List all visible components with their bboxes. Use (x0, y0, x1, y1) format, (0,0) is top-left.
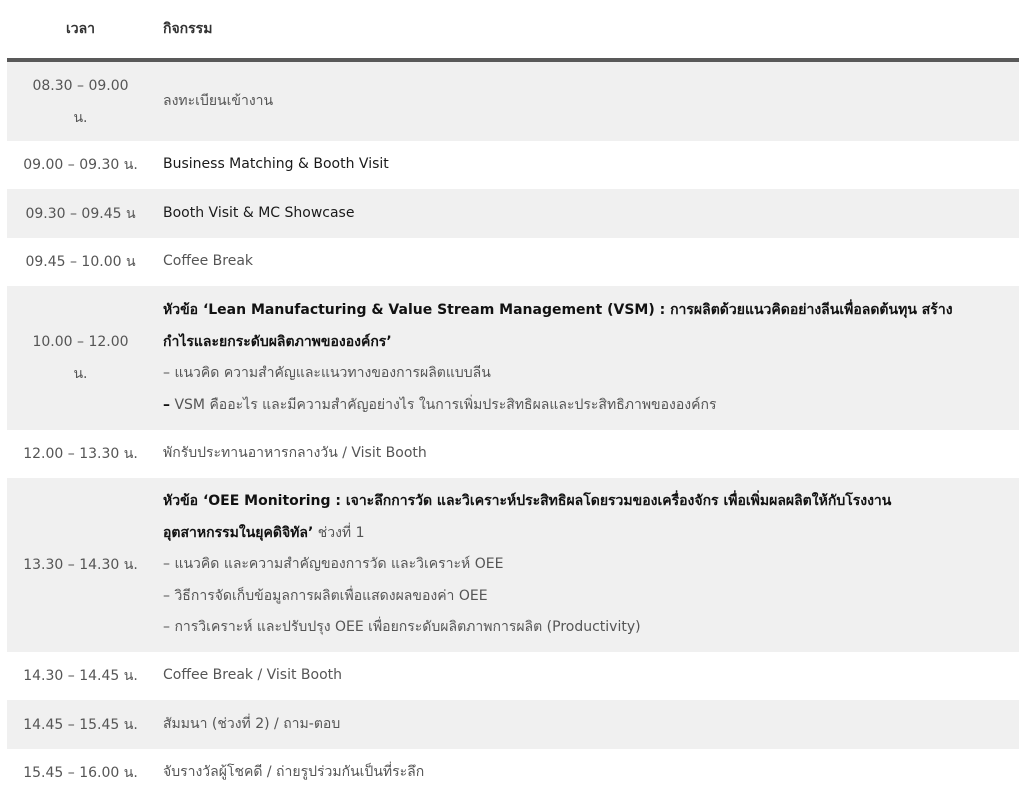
table-header-row (7, 0, 1019, 60)
time-cell: 14.30 – 14.45 น. (7, 652, 154, 700)
session-title-line-1: หัวข้อ ‘Lean Manufacturing & Value Stream Management (VSM) : การผลิตด้วยแนวคิดอย่างลีนเพื่อลดต้นทุน สร้าง (163, 302, 953, 318)
time-line-1: 10.00 – 12.00 (32, 334, 129, 350)
session-title-line-2: กำไรและยกระดับผลิตภาพขององค์กร’ (163, 333, 392, 350)
time-cell: 09.30 – 09.45 น (7, 189, 154, 238)
time-line-2: น. (73, 109, 88, 126)
activity-cell: พักรับประทานอาหารกลางวัน / Visit Booth (154, 430, 1019, 478)
time-cell: 15.45 – 16.00 น. (7, 749, 154, 797)
table-row (7, 141, 1019, 189)
activity-cell: Coffee Break (154, 238, 1019, 286)
time-cell (7, 60, 154, 141)
table-row (7, 189, 1019, 238)
activity-cell: ลงทะเบียนเข้างาน (154, 60, 1019, 141)
session-bullet: – วิธีการจัดเก็บข้อมูลการผลิตเพื่อแสดงผลของค่า OEE (163, 587, 488, 604)
column-header-activity: กิจกรรม (154, 0, 1019, 60)
activity-cell: Coffee Break / Visit Booth (154, 652, 1019, 700)
time-cell: 12.00 – 13.30 น. (7, 430, 154, 478)
table-row (7, 238, 1019, 286)
bullet-dash: – (163, 396, 170, 413)
table-row (7, 430, 1019, 478)
session-bullet: – แนวคิด ความสำคัญและแนวทางของการผลิตแบบลีน (163, 365, 491, 381)
agenda-table (7, 0, 1019, 797)
session-bullet: – การวิเคราะห์ และปรับปรุง OEE เพื่อยกระดับผลิตภาพการผลิต (Productivity) (163, 619, 641, 636)
time-cell: 13.30 – 14.30 น. (7, 478, 154, 652)
time-cell: 09.45 – 10.00 น (7, 238, 154, 286)
time-cell: 14.45 – 15.45 น. (7, 700, 154, 749)
session-bullet (163, 390, 1019, 422)
bullet-text: VSM คืออะไร และมีความสำคัญอย่างไร ในการเพิ่มประสิทธิผลและประสิทธิภาพขององค์กร (174, 396, 717, 413)
table-row (7, 749, 1019, 797)
session-title-line-1: หัวข้อ ‘OEE Monitoring : เจาะลึกการวัด และวิเคราะห์ประสิทธิผลโดยรวมของเครื่องจักร เพื่อเพิ่มผลผลิตให้กับโรงงาน (163, 493, 892, 510)
session-title-line-2-wrap (163, 518, 1019, 550)
column-header-time: เวลา (7, 0, 154, 60)
table-row (7, 286, 1019, 430)
activity-cell (154, 286, 1019, 430)
session-part-label: ช่วงที่ 1 (313, 524, 365, 541)
activity-cell: Booth Visit & MC Showcase (154, 189, 1019, 238)
agenda-table-container (7, 0, 1019, 797)
time-cell: 09.00 – 09.30 น. (7, 141, 154, 189)
table-row (7, 478, 1019, 652)
table-row (7, 700, 1019, 749)
activity-cell: Business Matching & Booth Visit (154, 141, 1019, 189)
table-row (7, 652, 1019, 700)
table-row (7, 60, 1019, 141)
activity-cell (154, 478, 1019, 652)
activity-cell: สัมมนา (ช่วงที่ 2) / ถาม-ตอบ (154, 700, 1019, 749)
time-line-2: น. (73, 366, 88, 382)
time-cell (7, 286, 154, 430)
activity-cell: จับรางวัลผู้โชคดี / ถ่ายรูปร่วมกันเป็นที่ระลึก (154, 749, 1019, 797)
session-title-line-2: อุตสาหกรรมในยุคดิจิทัล’ (163, 524, 314, 541)
time-line-1: 08.30 – 09.00 (32, 77, 129, 94)
session-bullet: – แนวคิด และความสำคัญของการวัด และวิเคราะห์ OEE (163, 556, 504, 573)
